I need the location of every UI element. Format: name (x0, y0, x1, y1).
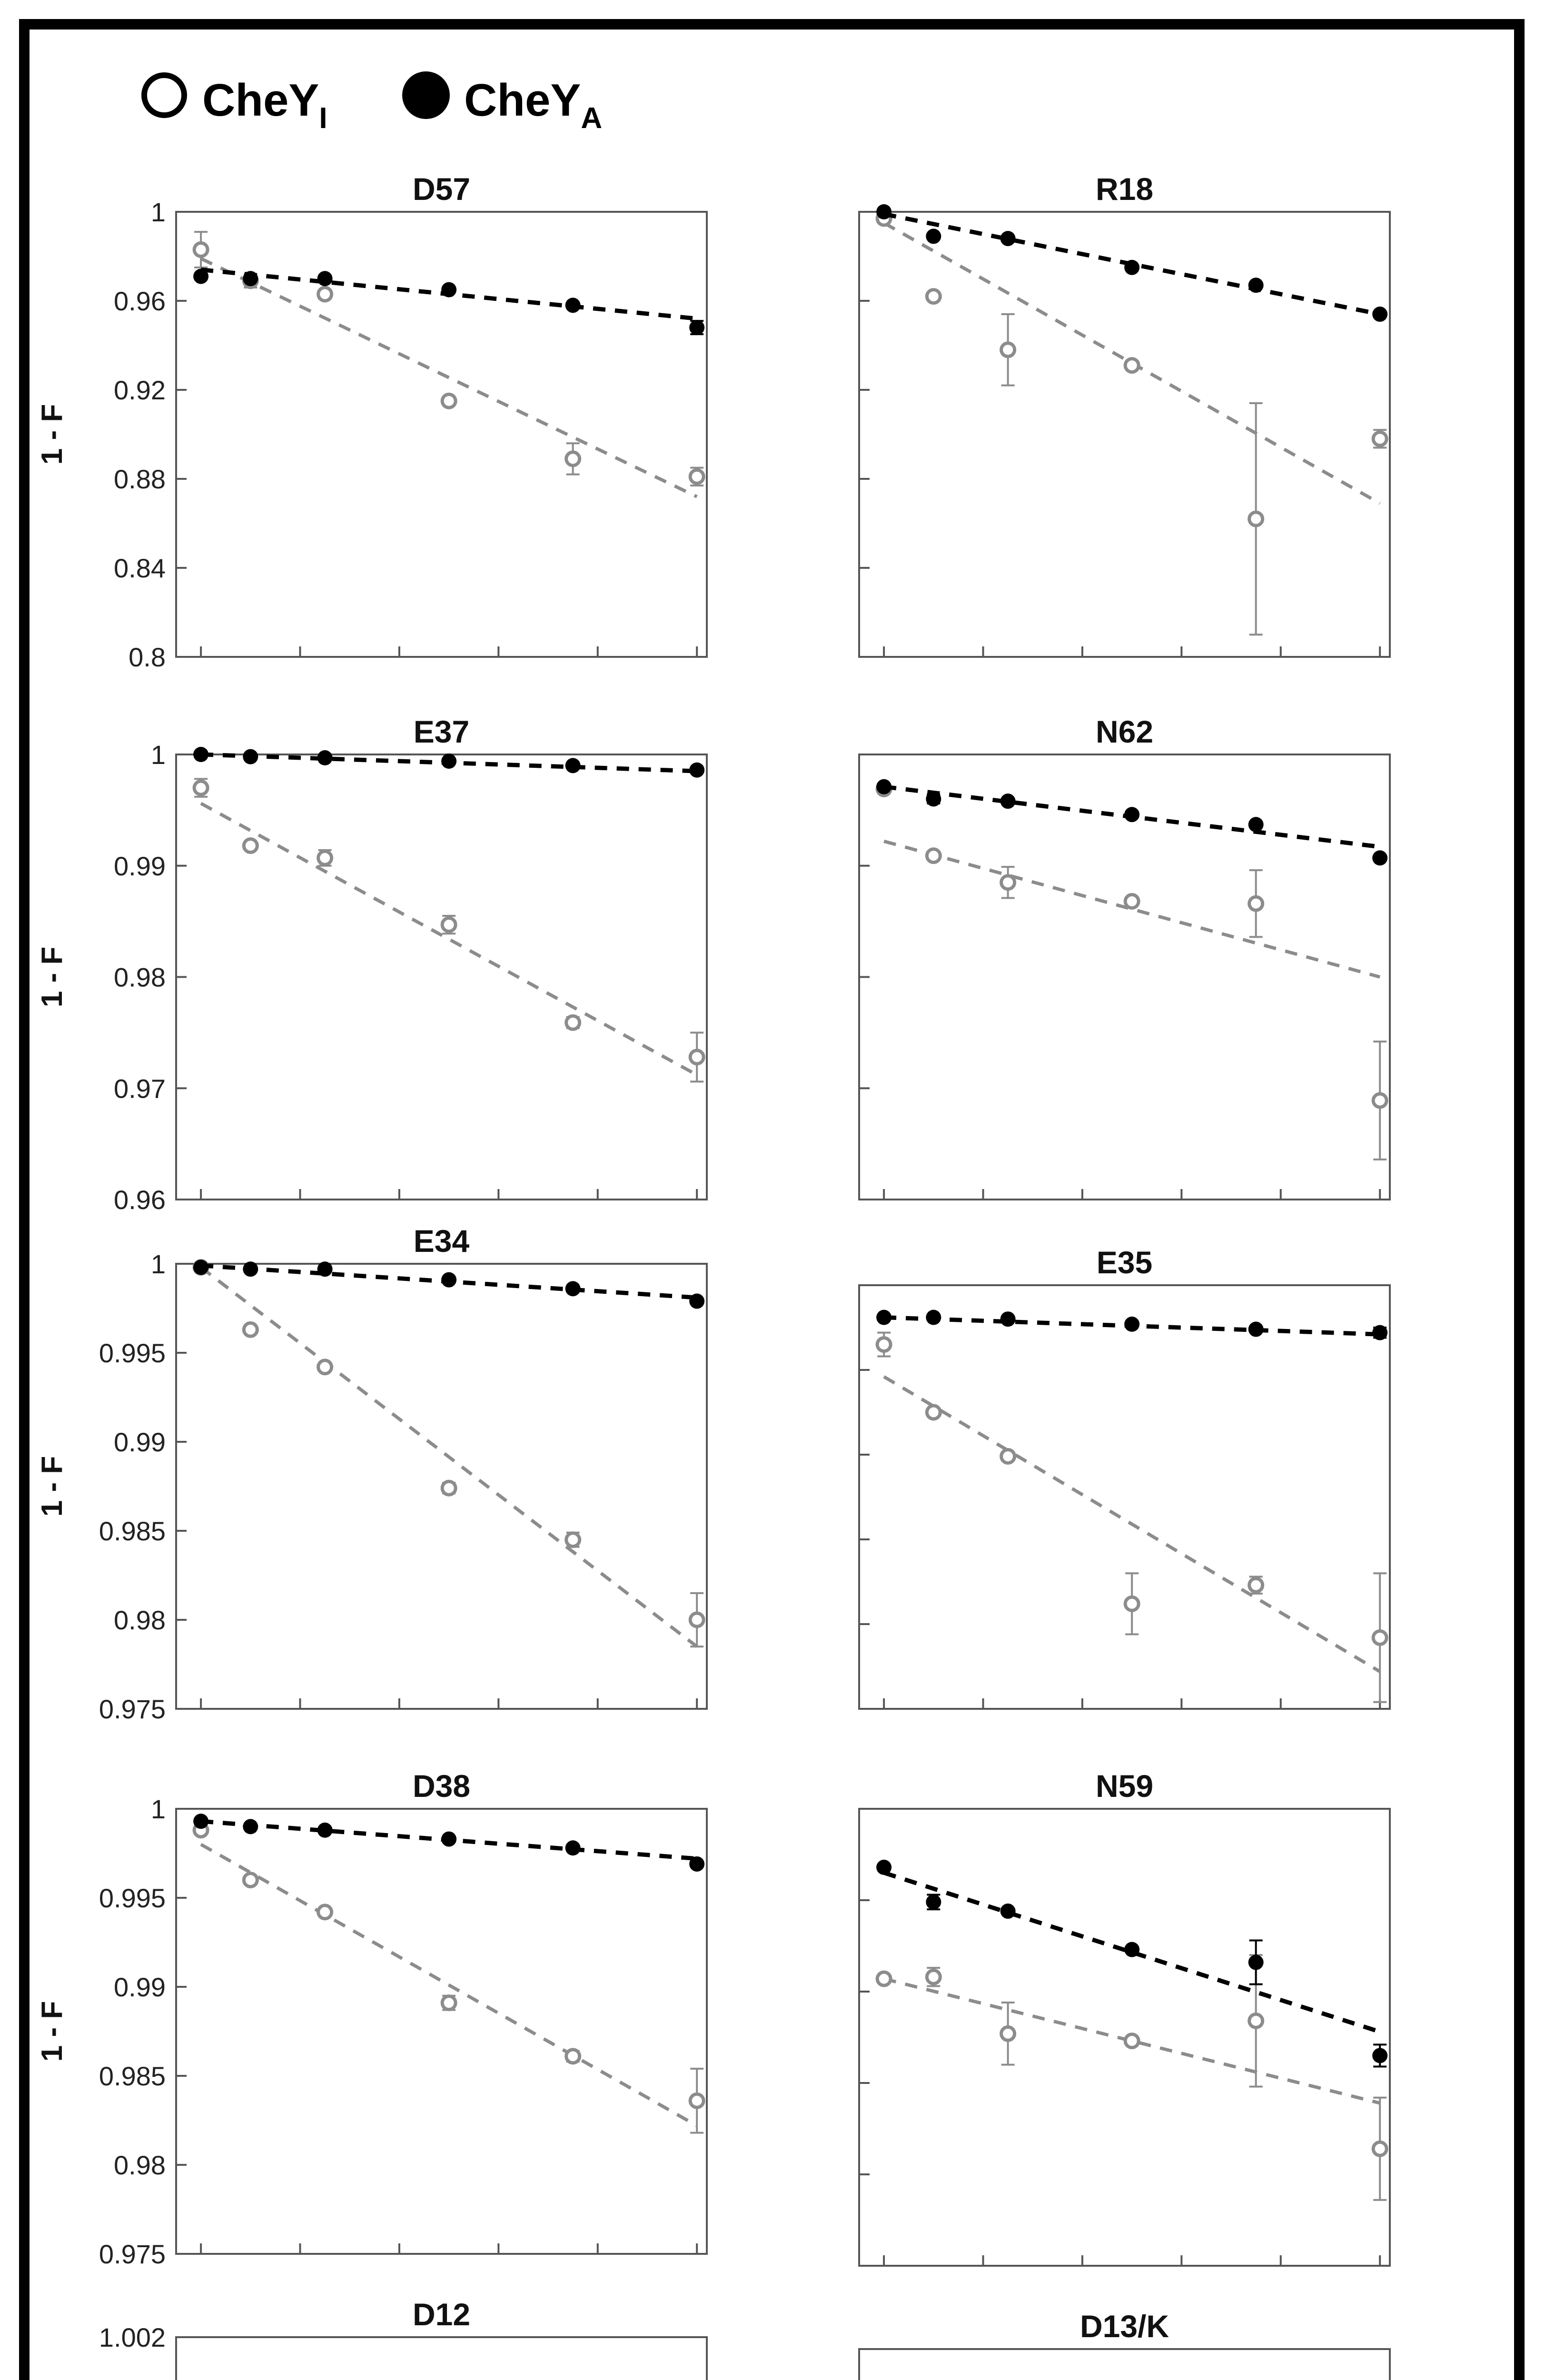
legend-label-active-main: CheY (464, 75, 581, 126)
y-tick-label: 0.8 (129, 642, 166, 672)
panel-title: N62 (1095, 714, 1154, 749)
panel-axes-box (859, 754, 1390, 1200)
data-point (441, 282, 456, 298)
y-tick-label: 0.84 (114, 553, 166, 583)
y-tick-label: 0.995 (99, 1338, 166, 1368)
data-point (1249, 2014, 1263, 2027)
data-point (690, 1051, 703, 1064)
data-point (441, 1832, 456, 1847)
data-point (1124, 260, 1139, 275)
data-point (442, 1996, 456, 2010)
data-point (193, 269, 208, 284)
data-point (1373, 1631, 1387, 1644)
data-point (927, 1406, 940, 1419)
panel-title: D57 (412, 171, 471, 207)
data-point (1248, 1955, 1264, 1970)
y-tick-label: 1 (150, 740, 166, 770)
y-tick-label: 0.98 (114, 2150, 166, 2180)
data-point (441, 754, 456, 769)
panel-axes-box (859, 212, 1390, 657)
data-point (566, 452, 580, 466)
data-point (1124, 807, 1139, 822)
data-point (1000, 1904, 1016, 1919)
data-point (877, 1972, 891, 1985)
data-point (926, 1310, 941, 1325)
legend-label-inactive-main: CheY (202, 75, 319, 126)
data-point (926, 1894, 941, 1910)
y-axis-label: 1 - F (36, 404, 69, 465)
data-point (876, 779, 891, 794)
panel-axes-box (176, 754, 707, 1200)
data-point (1001, 2027, 1015, 2040)
data-point (194, 243, 208, 256)
data-point (441, 1272, 456, 1288)
data-point (1372, 2048, 1387, 2063)
y-tick-label: 0.995 (99, 1883, 166, 1913)
y-tick-label: 0.985 (99, 1516, 166, 1546)
data-point (690, 1613, 703, 1626)
data-point (317, 750, 333, 765)
y-tick-label: 0.96 (114, 286, 166, 316)
y-axis-label: 1 - F (36, 2001, 69, 2062)
data-point (689, 1856, 704, 1872)
y-tick-label: 1 (150, 197, 166, 227)
data-point (690, 470, 703, 483)
data-point (565, 298, 581, 313)
data-point (1000, 793, 1016, 809)
y-tick-label: 0.975 (99, 2239, 166, 2269)
data-point (926, 792, 941, 807)
data-point (1125, 895, 1139, 908)
data-point (1372, 850, 1387, 865)
data-point (1372, 307, 1387, 322)
data-point (1249, 512, 1263, 526)
data-point (317, 271, 333, 286)
data-point (689, 763, 704, 778)
data-point (566, 1016, 580, 1029)
data-point (244, 839, 257, 853)
data-point (927, 1970, 940, 1983)
data-point (565, 1281, 581, 1296)
data-point (244, 1323, 257, 1336)
panel-title: D13/K (1080, 2309, 1169, 2344)
data-point (1125, 1597, 1139, 1610)
panel-title: D38 (412, 1768, 471, 1804)
data-point (442, 1481, 456, 1495)
data-point (1249, 1578, 1263, 1592)
panel-title: E37 (413, 714, 470, 749)
data-point (1373, 2142, 1387, 2155)
y-axis-label: 1 - F (36, 946, 69, 1008)
y-tick-label: 0.99 (114, 1427, 166, 1457)
y-tick-label: 0.96 (114, 1185, 166, 1215)
data-point (1001, 876, 1015, 889)
data-point (689, 1294, 704, 1309)
data-point (244, 1874, 257, 1887)
data-point (318, 1905, 332, 1919)
data-point (1248, 817, 1264, 832)
data-point (318, 851, 332, 864)
data-point (1249, 897, 1263, 910)
panel-title: E34 (413, 1223, 470, 1259)
data-point (1125, 2034, 1139, 2048)
legend-label-inactive-sub: I (319, 102, 327, 135)
data-point (318, 1360, 332, 1374)
data-point (1248, 1322, 1264, 1337)
y-tick-label: 1 (150, 1794, 166, 1824)
data-point (318, 288, 332, 301)
data-point (1001, 343, 1015, 357)
y-axis-label: 1 - F (36, 1456, 69, 1517)
y-tick-label: 0.97 (114, 1073, 166, 1104)
data-point (193, 1259, 208, 1275)
data-point (690, 2094, 703, 2107)
panel-axes-box (859, 2349, 1390, 2380)
data-point (1124, 1942, 1139, 1957)
data-point (1000, 231, 1016, 246)
data-point (566, 2050, 580, 2063)
panel-axes-box (859, 1285, 1390, 1709)
y-tick-label: 0.88 (114, 464, 166, 494)
legend-label-active-sub: A (581, 102, 603, 135)
data-point (876, 204, 891, 219)
data-point (193, 747, 208, 762)
y-tick-label: 0.98 (114, 1605, 166, 1635)
y-tick-label: 0.99 (114, 1972, 166, 2002)
data-point (243, 749, 258, 764)
data-point (1125, 359, 1139, 372)
panel-title: R18 (1095, 171, 1154, 207)
data-point (243, 271, 258, 286)
y-tick-label: 0.98 (114, 962, 166, 992)
panel-title: N59 (1095, 1768, 1154, 1804)
data-point (877, 1338, 891, 1351)
data-point (243, 1261, 258, 1277)
data-point (1000, 1311, 1016, 1327)
data-point (689, 320, 704, 335)
data-point (1372, 1325, 1387, 1340)
data-point (1248, 278, 1264, 293)
data-point (317, 1823, 333, 1838)
data-point (926, 228, 941, 244)
data-point (1124, 1317, 1139, 1332)
y-tick-label: 1.002 (99, 2322, 166, 2352)
data-point (876, 1310, 891, 1325)
data-point (442, 918, 456, 932)
data-point (1373, 1094, 1387, 1107)
data-point (565, 1840, 581, 1855)
data-point (243, 1819, 258, 1834)
data-point (927, 849, 940, 863)
panel-title: D12 (412, 2297, 471, 2332)
y-tick-label: 0.92 (114, 375, 166, 405)
data-point (193, 1814, 208, 1829)
y-tick-label: 0.985 (99, 2061, 166, 2091)
data-point (194, 781, 208, 794)
panel-title: E35 (1096, 1245, 1153, 1280)
y-tick-label: 1 (150, 1249, 166, 1279)
data-point (442, 394, 456, 407)
data-point (1373, 432, 1387, 446)
panel-axes-box (176, 2337, 707, 2380)
data-point (1001, 1450, 1015, 1463)
y-tick-label: 0.99 (114, 851, 166, 881)
data-point (566, 1533, 580, 1547)
data-point (565, 758, 581, 773)
y-tick-label: 0.975 (99, 1694, 166, 1724)
data-point (927, 290, 940, 303)
data-point (317, 1261, 333, 1277)
data-point (876, 1860, 891, 1875)
